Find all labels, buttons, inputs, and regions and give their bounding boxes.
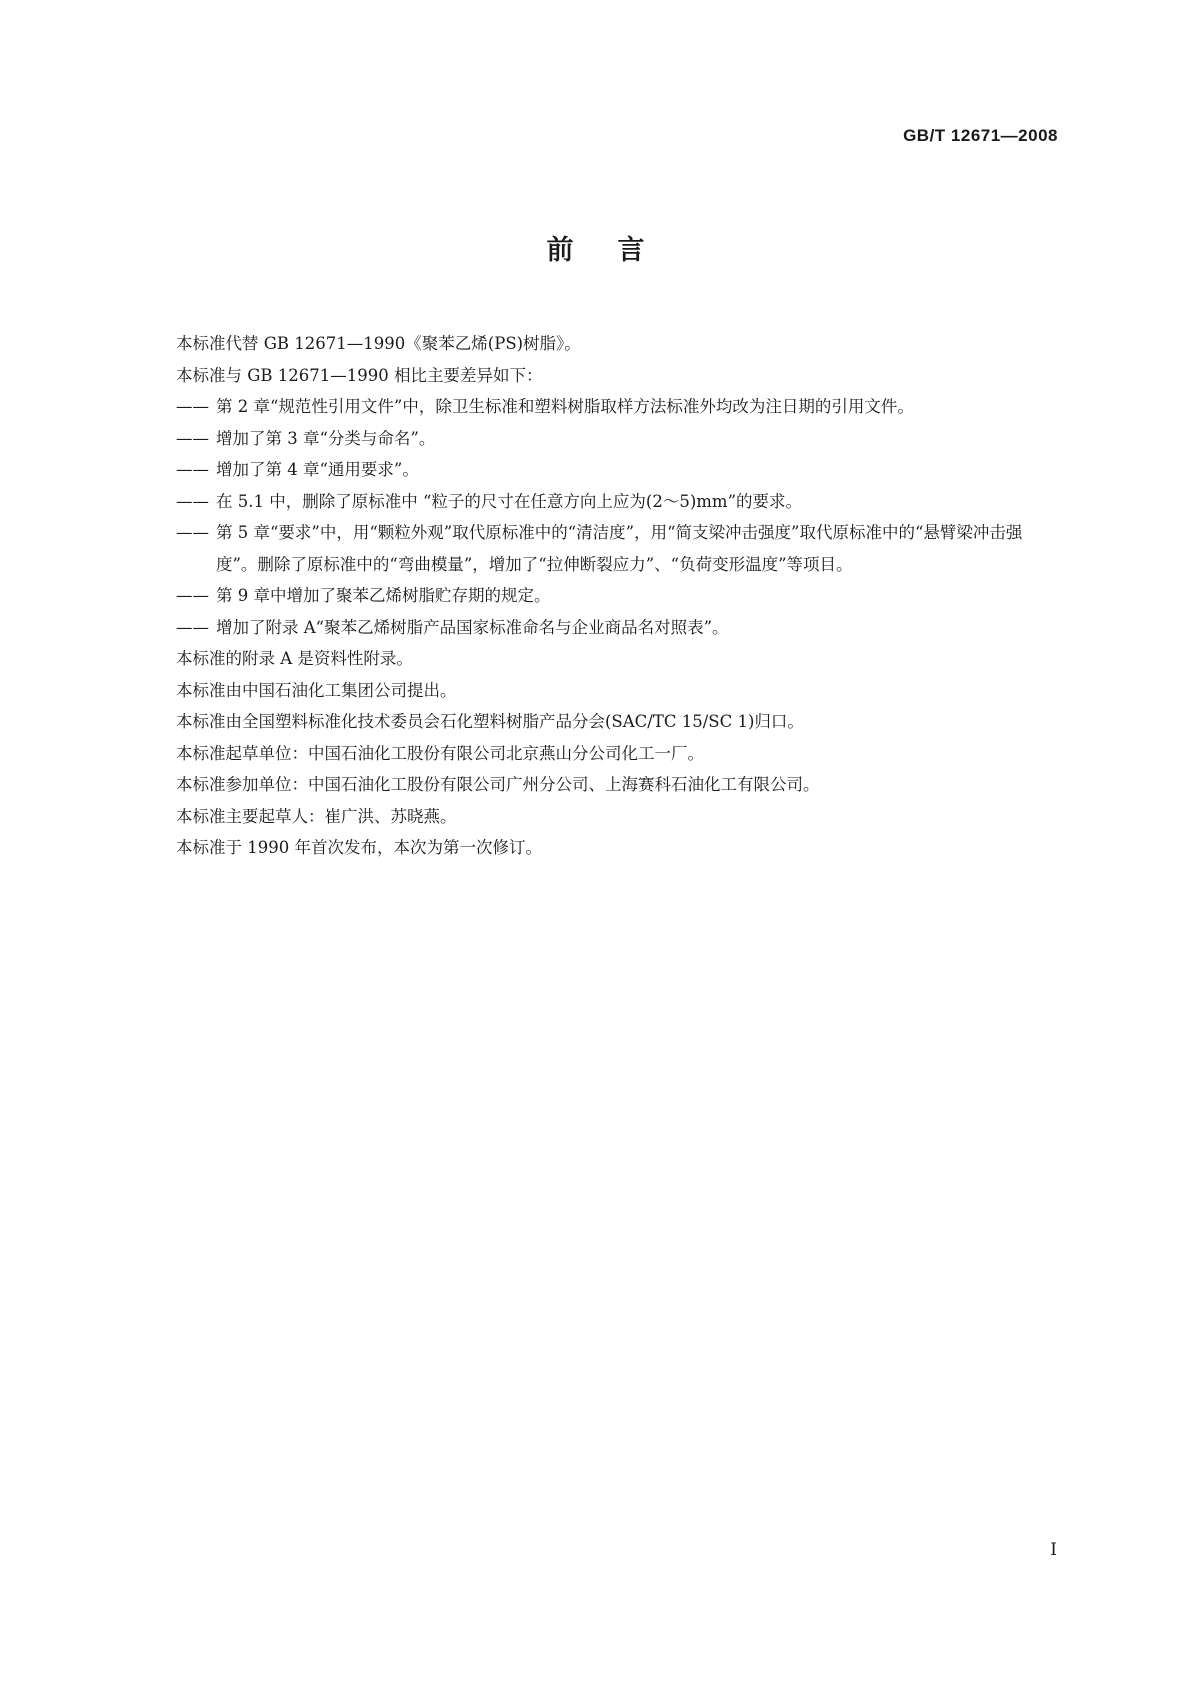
list-item: [176, 612, 1058, 644]
paragraph: 本标准的附录 A 是资料性附录。: [176, 649, 413, 668]
dash-marker: ——: [176, 428, 209, 448]
list-item: [176, 580, 1058, 612]
dash-marker: ——: [176, 397, 209, 416]
list-item: [176, 486, 1058, 518]
dash-marker: ——: [176, 617, 209, 637]
list-item-text: 第 5 章“要求”中，用“颗粒外观”取代原标准中的“清洁度”，用“简支梁冲击强度”取代原标准中的“悬臂梁冲击强度”。删除了原标准中的“弯曲模量”，增加了“拉伸断裂应力”、“负荷变形温度”等项目。: [216, 523, 1023, 574]
paragraph: 本标准起草单位：中国石油化工股份有限公司北京燕山分公司化工一厂。: [176, 743, 704, 763]
paragraph: 本标准与 GB 12671—1990 相比主要差异如下：: [176, 365, 543, 385]
list-item-text: 在 5.1 中，删除了原标准中 “粒子的尺寸在任意方向上应为(2～5)mm”的要求。: [216, 491, 803, 511]
list-item: [176, 454, 1058, 486]
document-code: GB/T 12671—2008: [903, 126, 1058, 145]
page-number: I: [1050, 1540, 1057, 1560]
list-item-text: 增加了附录 A“聚苯乙烯树脂产品国家标准命名与企业商品名对照表”。: [216, 617, 729, 637]
list-item: [176, 391, 1058, 423]
dash-marker: ——: [176, 586, 209, 605]
paragraph: 本标准于 1990 年首次发布，本次为第一次修订。: [176, 838, 542, 857]
paragraph: 本标准代替 GB 12671—1990《聚苯乙烯(PS)树脂》。: [176, 334, 581, 353]
dash-marker: ——: [176, 460, 209, 479]
list-item: [176, 423, 1058, 455]
paragraph: 本标准由中国石油化工集团公司提出。: [176, 680, 457, 700]
document-body: [176, 328, 1058, 864]
page-title: 前言: [546, 235, 689, 266]
list-item-text: 第 2 章“规范性引用文件”中，除卫生标准和塑料树脂取样方法标准外均改为注日期的引用文件。: [216, 397, 914, 416]
paragraph: 本标准由全国塑料标准化技术委员会石化塑料树脂产品分会(SAC/TC 15/SC 1)归口。: [176, 712, 804, 731]
paragraph: 本标准主要起草人：崔广洪、苏晓燕。: [176, 806, 457, 826]
list-item-text: 增加了第 3 章“分类与命名”。: [216, 428, 436, 448]
list-item-text: 第 9 章中增加了聚苯乙烯树脂贮存期的规定。: [216, 586, 551, 605]
paragraph: 本标准参加单位：中国石油化工股份有限公司广州分公司、上海赛科石油化工有限公司。: [176, 775, 820, 794]
dash-marker: ——: [176, 491, 209, 511]
list-item-text: 增加了第 4 章“通用要求”。: [216, 460, 419, 479]
list-item: [176, 517, 1058, 580]
dash-marker: ——: [176, 523, 209, 542]
